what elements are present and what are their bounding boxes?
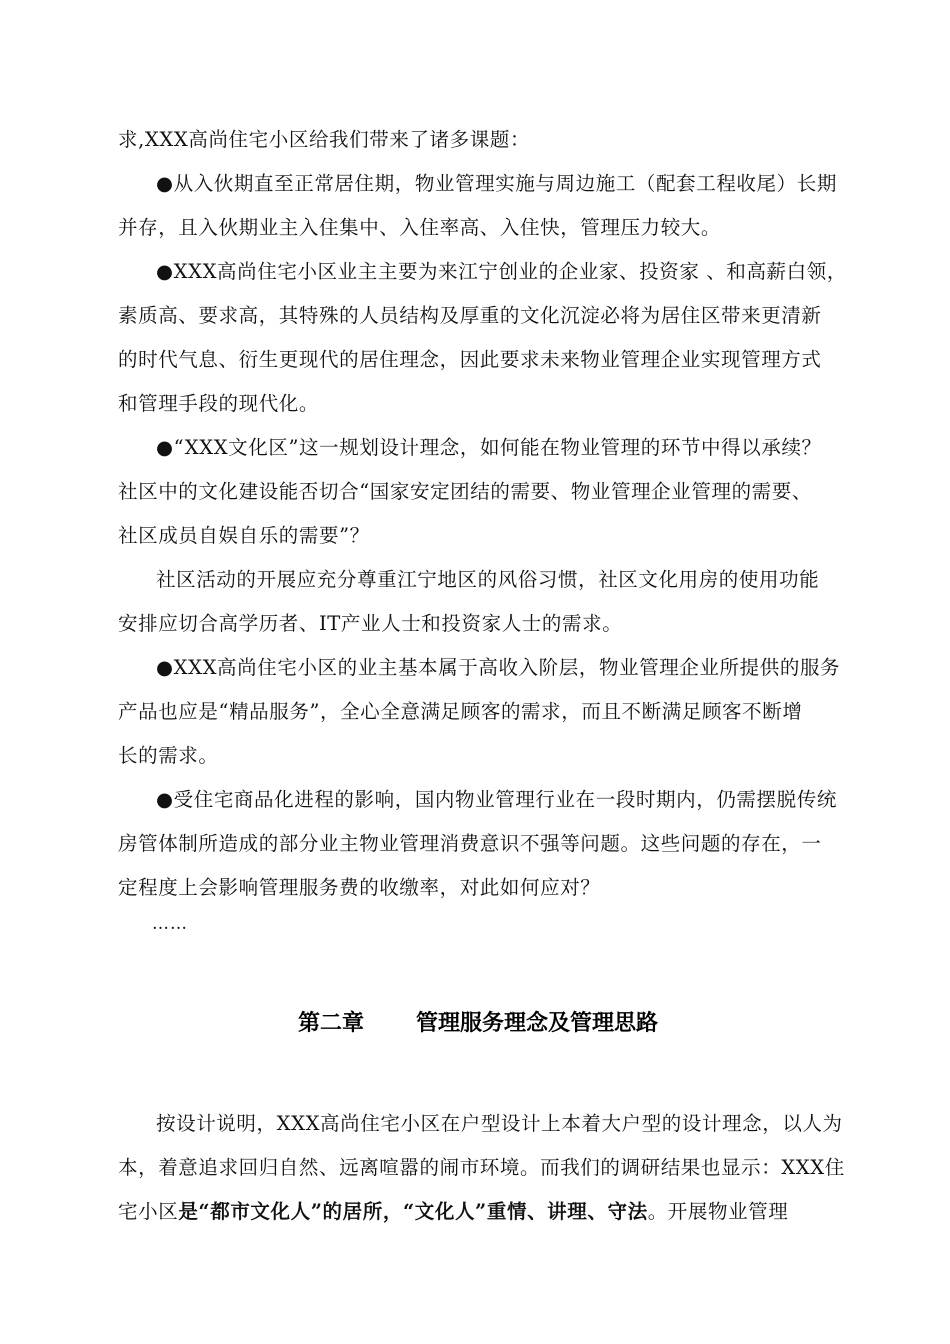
paragraph-line: 房管体制所造成的部分业主物业管理消费意识不强等问题。这些问题的存在，一 [118,832,822,855]
ellipsis: …… [152,914,188,934]
paragraph-line: 社区活动的开展应充分尊重江宁地区的风俗习惯，社区文化用房的使用功能 [156,568,820,591]
paragraph-line: ●从入伙期直至正常居住期，物业管理实施与周边施工（配套工程收尾）长期 [156,172,837,195]
text-run: 宅小区 [118,1200,179,1223]
paragraph-line: ●“XXX文化区”这一规划设计理念，如何能在物业管理的环节中得以承续？ [156,436,822,459]
paragraph-line: 并存，且入伙期业主入住集中、入住率高、入住快，管理压力较大。 [118,216,722,239]
paragraph-line: 按设计说明，XXX高尚住宅小区在户型设计上本着大户型的设计理念，以人为 [156,1112,843,1135]
paragraph-line: 产品也应是“精品服务”，全心全意满足顾客的需求，而且不断满足顾客不断增 [118,700,803,723]
chapter-title: 管理服务理念及管理思路 [416,1011,659,1036]
paragraph-line: 本，着意追求回归自然、远离喧嚣的闹市环境。而我们的调研结果也显示：XXX住 [118,1156,845,1179]
paragraph-line: ●XXX高尚住宅小区的业主基本属于高收入阶层，物业管理企业所提供的服务 [156,656,841,679]
chapter-number: 第二章 [297,1011,364,1036]
paragraph-line: 长的需求。 [118,744,219,767]
paragraph-line: ●XXX高尚住宅小区业主主要为来江宁创业的企业家、投资家 、和高薪白领， [156,260,847,283]
text-run: 。开展物业管理 [647,1200,789,1223]
paragraph-line: 定程度上会影响管理服务费的收缴率，对此如何应对？ [118,876,601,899]
paragraph-line: ●受住宅商品化进程的影响，国内物业管理行业在一段时期内，仍需摆脱传统 [156,788,837,811]
paragraph-line: 社区中的文化建设能否切合“国家安定团结的需要、物业管理企业管理的需要、 [118,480,812,503]
paragraph-line: 和管理手段的现代化。 [118,392,320,415]
paragraph-line: 素质高、要求高，其特殊的人员结构及厚重的文化沉淀必将为居住区带来更清新 [118,304,822,327]
paragraph-line [118,1200,788,1224]
paragraph-line: 安排应切合高学历者、IT产业人士和投资家人士的需求。 [118,612,623,635]
bold-text-run: 是“都市文化人”的居所，“文化人”重情、讲理、守法 [178,1200,648,1223]
chapter-heading [118,1010,838,1038]
paragraph-line: 求,XXX高尚住宅小区给我们带来了诸多课题： [118,128,531,151]
paragraph-line: 的时代气息、衍生更现代的居住理念，因此要求未来物业管理企业实现管理方式 [118,348,822,371]
paragraph-line: 社区成员自娱自乐的需要”？ [118,524,370,547]
